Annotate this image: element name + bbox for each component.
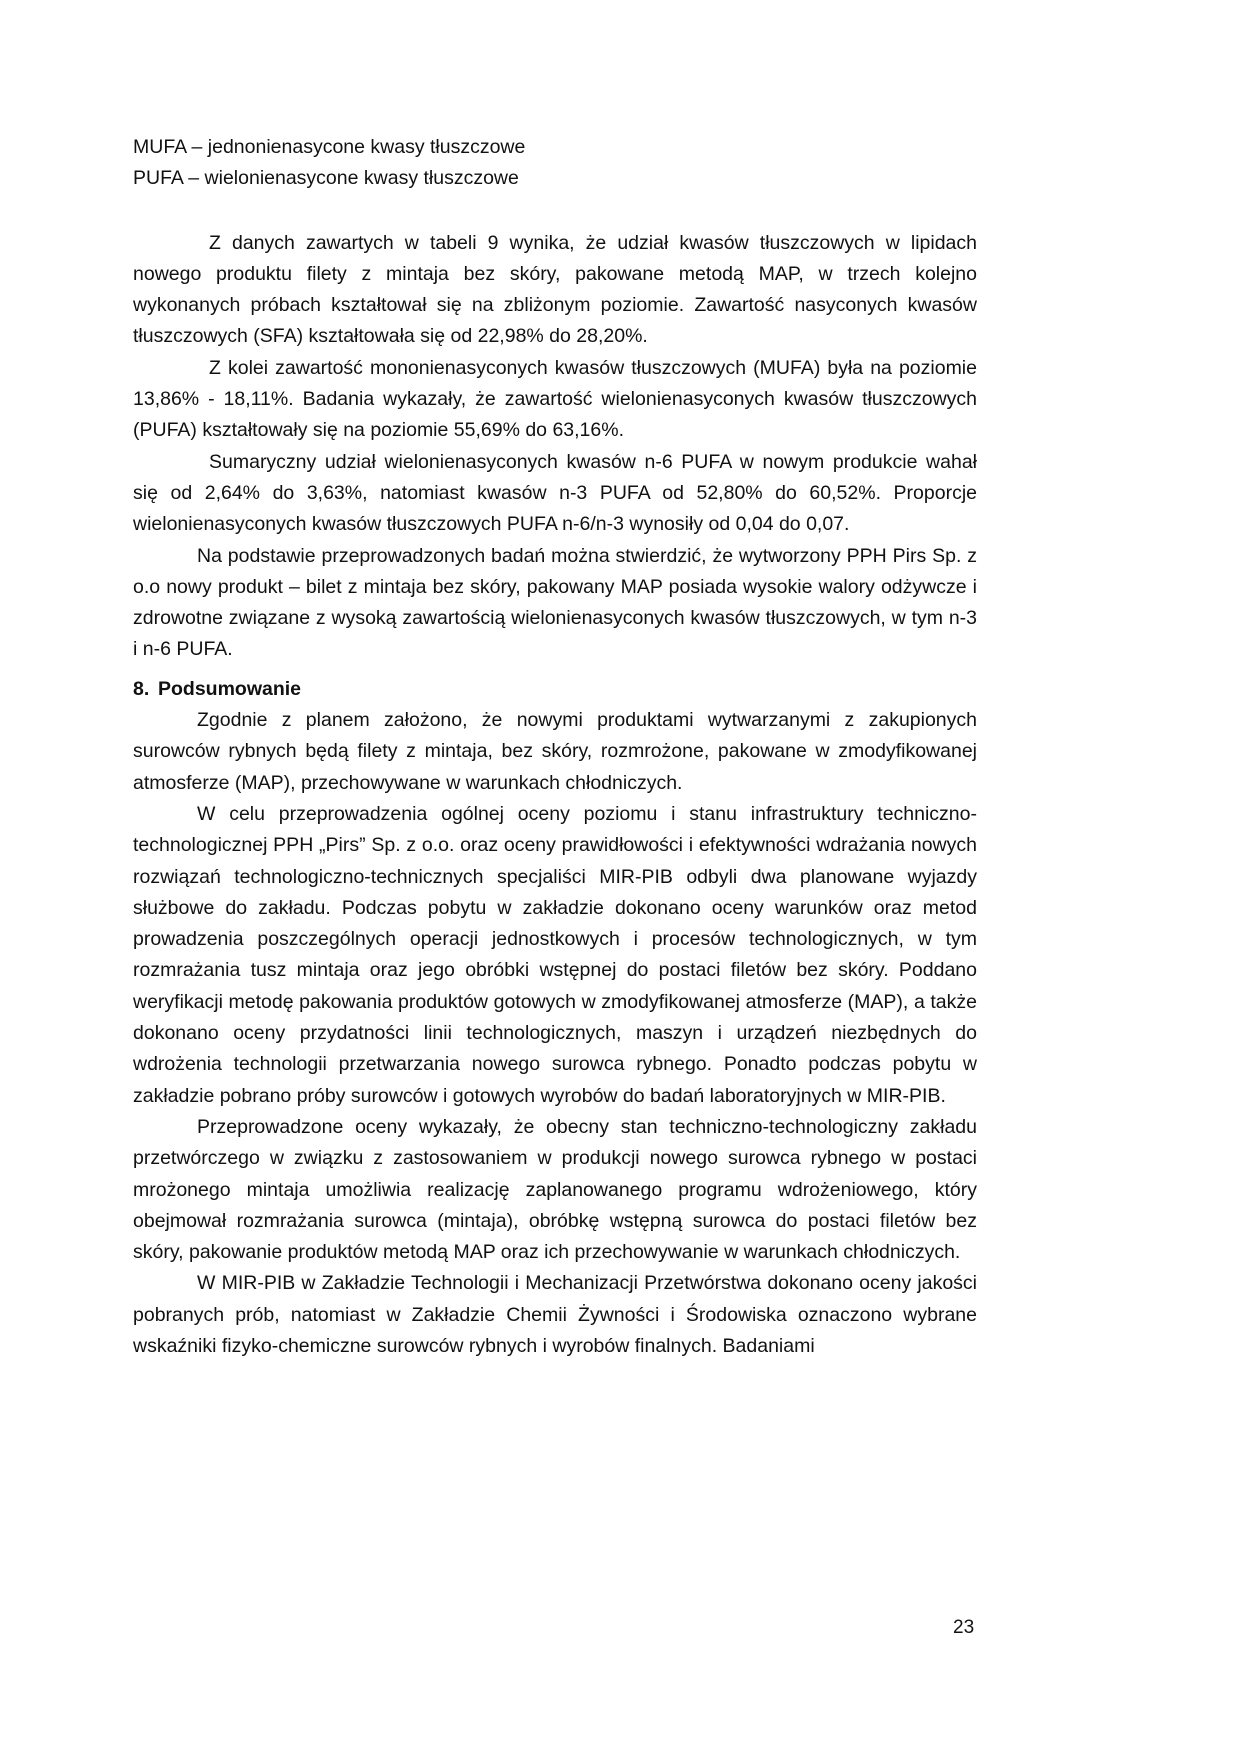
- paragraph-results: Przeprowadzone oceny wykazały, że obecny stan techniczno-technologiczny zakładu przetwórczego w związku z zastosowaniem w produkcji nowego surowca rybnego w postaci mrożonego mintaja umożliwia realizację zaplanowanego programu wdrożeniowego, który obejmował rozmrażania surowca (mintaja), obróbkę wstępną surowca do postaci filetów bez skóry, pakowanie produktów metodą MAP oraz ich przechowywanie w warunkach chłodniczych.: [133, 1115, 977, 1264]
- abbreviation-mufa: MUFA – jednonienasycone kwasy tłuszczowe: [133, 136, 526, 158]
- paragraph-n6-n3: Sumaryczny udział wielonienasyconych kwasów n-6 PUFA w nowym produkcie wahał się od 2,64% do 3,63%, natomiast kwasów n-3 PUFA od 52,80% do 60,52%. Proporcje wielonienasyconych kwasów tłuszczowych PUFA n-6/n-3 wynosiły od 0,04 do 0,07.: [133, 450, 977, 536]
- paragraph-evaluation: W celu przeprowadzenia ogólnej oceny poziomu i stanu infrastruktury techniczno-technologicznej PPH „Pirs” Sp. z o.o. oraz oceny prawidłowości i efektywności wdrażania nowych rozwiązań technologiczno-technicznych specjaliści MIR-PIB odbyli dwa planowane wyjazdy służbowe do zakładu. Podczas pobytu w zakładzie dokonano oceny warunków oraz metod prowadzenia poszczególnych operacji jednostkowych i procesów technologicznych, w tym rozmrażania tusz mintaja oraz jego obróbki wstępnej do postaci filetów bez skóry. Poddano weryfikacji metodę pakowania produktów gotowych w zmodyfikowanej atmosferze (MAP), a także dokonano oceny przydatności linii technologicznych, maszyn i urządzeń niezbędnych do wdrożenia technologii przetwarzania nowego surowca rybnego. Ponadto podczas pobytu w zakładzie pobrano próby surowców i gotowych wyrobów do badań laboratoryjnych w MIR-PIB.: [133, 802, 977, 1107]
- section-number: 8.: [133, 677, 150, 700]
- document-page: [133, 132, 977, 1362]
- paragraph-plan: Zgodnie z planem założono, że nowymi produktami wytwarzanymi z zakupionych surowców rybnych będą filety z mintaja, bez skóry, rozmrożone, pakowane w zmodyfikowanej atmosferze (MAP), przechowywane w warunkach chłodniczych.: [133, 709, 977, 794]
- page-number: 23: [953, 1617, 975, 1638]
- paragraph-conclusion: Na podstawie przeprowadzonych badań można stwierdzić, że wytworzony PPH Pirs Sp. z o.o nowy produkt – bilet z mintaja bez skóry, pakowany MAP posiada wysokie walory odżywcze i zdrowotne związane z wysoką zawartością wielonienasyconych kwasów tłuszczowych, w tym n-3 i n-6 PUFA.: [133, 544, 977, 661]
- section-heading: [133, 674, 977, 705]
- paragraph-mir-pib: W MIR-PIB w Zakładzie Technologii i Mechanizacji Przetwórstwa dokonano oceny jakości pobranych prób, natomiast w Zakładzie Chemii Żywności i Środowiska oznaczono wybrane wskaźniki fizyko-chemiczne surowców rybnych i wyrobów finalnych. Badaniami: [133, 1272, 977, 1357]
- abbreviation-pufa: PUFA – wielonienasycone kwasy tłuszczowe: [133, 167, 519, 190]
- paragraph-mufa-pufa: Z kolei zawartość mononienasyconych kwasów tłuszczowych (MUFA) była na poziomie 13,86% - 18,11%. Badania wykazały, że zawartość wielonienasyconych kwasów tłuszczowych (PUFA) kształtowały się na poziomie 55,69% do 63,16%.: [133, 356, 977, 442]
- section-title: Podsumowanie: [158, 677, 302, 700]
- paragraph-fatty-acids-intro: Z danych zawartych w tabeli 9 wynika, że udział kwasów tłuszczowych w lipidach nowego produktu filety z mintaja bez skóry, pakowane metodą MAP, w trzech kolejno wykonanych próbach kształtował się na zbliżonym poziomie. Zawartość nasyconych kwasów tłuszczowych (SFA) kształtowała się od 22,98% do 28,20%.: [133, 231, 977, 348]
- spacer: [133, 195, 977, 226]
